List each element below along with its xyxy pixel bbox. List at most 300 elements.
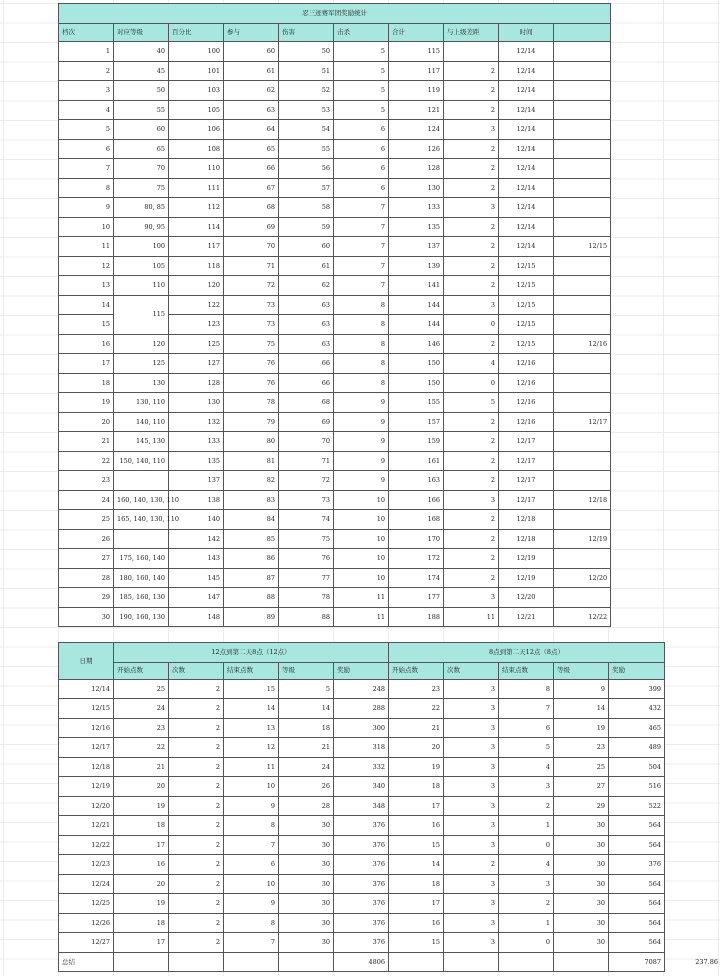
cell-diff: 2	[444, 159, 499, 179]
cell-b-lvl: 29	[554, 796, 609, 816]
cell-kill: 8	[334, 315, 389, 335]
cell-total: 133	[389, 198, 444, 218]
cell-damage: 69	[279, 412, 334, 432]
cell-b-reward: 516	[609, 777, 665, 797]
cell-a-reward: 376	[334, 835, 389, 855]
cell-a-end: 14	[224, 699, 279, 719]
cell-level: 40	[114, 42, 169, 62]
cell-extra-time: 12/17	[554, 412, 611, 432]
table-row	[59, 393, 611, 413]
cell-join: 64	[224, 120, 279, 140]
cell-a-lvl: 30	[279, 816, 334, 836]
header-level: 对应等级	[114, 24, 169, 42]
cell-diff: 2	[444, 256, 499, 276]
cell-kill: 6	[334, 120, 389, 140]
cell-kill: 9	[334, 471, 389, 491]
cell-diff: 4	[444, 354, 499, 374]
cell-total: 172	[389, 549, 444, 569]
cell-diff: 5	[444, 393, 499, 413]
cell-a-end: 6	[224, 855, 279, 875]
cell-extra-time	[554, 217, 611, 237]
cell-extra-time: 12/15	[554, 237, 611, 257]
total-empty-cell	[499, 952, 554, 972]
cell-tier: 1	[59, 42, 114, 62]
cell-join: 89	[224, 607, 279, 627]
cell-level: 145, 130	[114, 432, 169, 452]
cell-percent: 105	[169, 100, 224, 120]
cell-b-end: 4	[499, 855, 554, 875]
cell-damage: 63	[279, 295, 334, 315]
cell-damage: 88	[279, 607, 334, 627]
group2-header-count: 次数	[444, 662, 499, 679]
cell-total: 126	[389, 139, 444, 159]
cell-level: 75	[114, 178, 169, 198]
cell-total: 117	[389, 61, 444, 81]
cell-a-count: 2	[169, 679, 224, 699]
cell-a-start: 22	[114, 738, 169, 758]
cell-kill: 5	[334, 100, 389, 120]
header-tier: 档次	[59, 24, 114, 42]
table-row	[59, 777, 665, 797]
cell-percent: 108	[169, 139, 224, 159]
cell-damage: 56	[279, 159, 334, 179]
group2-header-start: 开始点数	[389, 662, 444, 679]
cell-a-count: 2	[169, 933, 224, 953]
cell-tier: 29	[59, 588, 114, 608]
cell-total: 166	[389, 490, 444, 510]
table-row	[59, 718, 665, 738]
cell-a-end: 9	[224, 894, 279, 914]
cell-kill: 9	[334, 451, 389, 471]
cell-b-count: 3	[444, 796, 499, 816]
cell-total: 159	[389, 432, 444, 452]
cell-a-reward: 340	[334, 777, 389, 797]
cell-b-count: 3	[444, 894, 499, 914]
cell-damage: 77	[279, 568, 334, 588]
cell-time: 12/14	[499, 159, 554, 179]
cell-b-reward: 564	[609, 913, 665, 933]
cell-damage: 51	[279, 61, 334, 81]
cell-total: 139	[389, 256, 444, 276]
cell-percent: 133	[169, 432, 224, 452]
cell-time: 12/18	[499, 529, 554, 549]
cell-total: 177	[389, 588, 444, 608]
cell-percent: 120	[169, 276, 224, 296]
cell-a-start: 24	[114, 699, 169, 719]
cell-percent: 123	[169, 315, 224, 335]
cell-total: 137	[389, 237, 444, 257]
cell-a-start: 19	[114, 796, 169, 816]
cell-percent: 135	[169, 451, 224, 471]
cell-extra-time	[554, 61, 611, 81]
cell-a-lvl: 18	[279, 718, 334, 738]
cell-b-lvl: 30	[554, 874, 609, 894]
cell-percent: 132	[169, 412, 224, 432]
cell-kill: 10	[334, 490, 389, 510]
cell-level	[114, 529, 169, 549]
cell-b-end: 3	[499, 777, 554, 797]
cell-a-end: 7	[224, 933, 279, 953]
cell-time: 12/14	[499, 237, 554, 257]
cell-total: 170	[389, 529, 444, 549]
cell-a-count: 2	[169, 874, 224, 894]
cell-b-lvl: 9	[554, 679, 609, 699]
cell-b-start: 15	[389, 835, 444, 855]
cell-a-count: 2	[169, 777, 224, 797]
table-row	[59, 757, 665, 777]
cell-tier: 27	[59, 549, 114, 569]
cell-level: 180, 160, 140	[114, 568, 169, 588]
cell-extra-time	[554, 120, 611, 140]
cell-damage: 55	[279, 139, 334, 159]
cell-diff: 2	[444, 237, 499, 257]
cell-a-reward: 332	[334, 757, 389, 777]
table-row	[59, 796, 665, 816]
cell-kill: 10	[334, 510, 389, 530]
cell-extra-time	[554, 100, 611, 120]
table-row	[59, 874, 665, 894]
cell-tier: 7	[59, 159, 114, 179]
cell-b-end: 8	[499, 679, 554, 699]
total-empty-cell	[169, 952, 224, 972]
cell-join: 85	[224, 529, 279, 549]
cell-level: 175, 160, 140	[114, 549, 169, 569]
cell-a-start: 19	[114, 894, 169, 914]
cell-damage: 61	[279, 256, 334, 276]
cell-b-end: 0	[499, 933, 554, 953]
cell-percent: 117	[169, 237, 224, 257]
cell-a-count: 2	[169, 718, 224, 738]
cell-join: 70	[224, 237, 279, 257]
table-row	[59, 334, 611, 354]
cell-b-end: 0	[499, 835, 554, 855]
cell-total: 174	[389, 568, 444, 588]
cell-a-start: 18	[114, 913, 169, 933]
cell-damage: 74	[279, 510, 334, 530]
cell-a-lvl: 30	[279, 933, 334, 953]
total-empty-cell	[389, 952, 444, 972]
cell-damage: 71	[279, 451, 334, 471]
header-damage: 伤害	[279, 24, 334, 42]
cell-b-count: 3	[444, 718, 499, 738]
cell-diff: 2	[444, 471, 499, 491]
cell-b-reward: 564	[609, 874, 665, 894]
cell-b-end: 4	[499, 757, 554, 777]
cell-a-reward: 376	[334, 855, 389, 875]
cell-a-lvl: 21	[279, 738, 334, 758]
table-row	[59, 894, 665, 914]
cell-time: 12/14	[499, 120, 554, 140]
cell-total: 150	[389, 354, 444, 374]
cell-extra-time	[554, 354, 611, 374]
cell-b-start: 17	[389, 796, 444, 816]
cell-b-start: 21	[389, 718, 444, 738]
cell-diff: 2	[444, 334, 499, 354]
cell-damage: 63	[279, 315, 334, 335]
cell-join: 66	[224, 159, 279, 179]
table-row	[59, 855, 665, 875]
cell-b-lvl: 30	[554, 855, 609, 875]
total-empty-cell	[224, 952, 279, 972]
cell-kill: 8	[334, 354, 389, 374]
cell-level: 70	[114, 159, 169, 179]
cell-b-start: 18	[389, 777, 444, 797]
cell-damage: 72	[279, 471, 334, 491]
cell-kill: 10	[334, 568, 389, 588]
cell-b-lvl: 25	[554, 757, 609, 777]
cell-tier: 17	[59, 354, 114, 374]
cell-kill: 10	[334, 529, 389, 549]
cell-b-start: 18	[389, 874, 444, 894]
cell-a-lvl: 26	[279, 777, 334, 797]
cell-level: 185, 160, 130	[114, 588, 169, 608]
cell-join: 75	[224, 334, 279, 354]
cell-diff: 2	[444, 217, 499, 237]
table-row	[59, 510, 611, 530]
cell-total: 115	[389, 42, 444, 62]
cell-percent: 128	[169, 373, 224, 393]
cell-b-start: 20	[389, 738, 444, 758]
cell-b-start: 15	[389, 933, 444, 953]
cell-b-start: 23	[389, 679, 444, 699]
cell-time: 12/19	[499, 549, 554, 569]
cell-percent: 110	[169, 159, 224, 179]
header-join: 参与	[224, 24, 279, 42]
header-percent: 百分比	[169, 24, 224, 42]
cell-percent: 148	[169, 607, 224, 627]
cell-a-count: 2	[169, 796, 224, 816]
cell-time: 12/16	[499, 373, 554, 393]
cell-diff: 2	[444, 276, 499, 296]
cell-tier: 21	[59, 432, 114, 452]
daily-reward-table	[58, 642, 665, 972]
cell-tier: 18	[59, 373, 114, 393]
cell-diff: 2	[444, 61, 499, 81]
cell-diff: 3	[444, 490, 499, 510]
table-row	[59, 607, 611, 627]
cell-a-end: 11	[224, 757, 279, 777]
cell-a-end: 8	[224, 816, 279, 836]
header-kill: 击杀	[334, 24, 389, 42]
cell-a-end: 12	[224, 738, 279, 758]
cell-join: 67	[224, 178, 279, 198]
cell-level: 140, 110	[114, 412, 169, 432]
cell-time: 12/15	[499, 334, 554, 354]
group1-title: 12点到第二天8点（12点）	[114, 643, 389, 663]
cell-total: 144	[389, 295, 444, 315]
group2-title: 8点到第二天12点（8点）	[389, 643, 665, 663]
cell-date: 12/25	[59, 894, 114, 914]
cell-level: 55	[114, 100, 169, 120]
cell-b-start: 14	[389, 855, 444, 875]
total-label: 总结	[59, 952, 114, 972]
cell-tier: 23	[59, 471, 114, 491]
total-empty-cell	[444, 952, 499, 972]
cell-b-count: 3	[444, 835, 499, 855]
table-row	[59, 256, 611, 276]
cell-extra-time	[554, 588, 611, 608]
cell-a-end: 10	[224, 874, 279, 894]
cell-tier: 10	[59, 217, 114, 237]
table-row	[59, 61, 611, 81]
cell-total: 157	[389, 412, 444, 432]
cell-total: 121	[389, 100, 444, 120]
cell-a-start: 20	[114, 874, 169, 894]
cell-a-lvl: 30	[279, 855, 334, 875]
cell-kill: 5	[334, 61, 389, 81]
group1-header-level: 等级	[279, 662, 334, 679]
cell-extra-time	[554, 42, 611, 62]
cell-damage: 59	[279, 217, 334, 237]
cell-a-count: 2	[169, 738, 224, 758]
cell-time: 12/16	[499, 393, 554, 413]
cell-damage: 73	[279, 490, 334, 510]
cell-date: 12/21	[59, 816, 114, 836]
cell-b-end: 5	[499, 738, 554, 758]
cell-b-count: 3	[444, 777, 499, 797]
cell-diff: 2	[444, 100, 499, 120]
cell-total: 144	[389, 315, 444, 335]
cell-join: 86	[224, 549, 279, 569]
cell-percent: 143	[169, 549, 224, 569]
cell-extra-time	[554, 373, 611, 393]
cell-kill: 7	[334, 217, 389, 237]
cell-time: 12/15	[499, 276, 554, 296]
cell-percent: 147	[169, 588, 224, 608]
cell-diff: 2	[444, 412, 499, 432]
cell-diff: 2	[444, 529, 499, 549]
cell-join: 82	[224, 471, 279, 491]
cell-extra-time	[554, 549, 611, 569]
cell-kill: 9	[334, 432, 389, 452]
cell-a-lvl: 30	[279, 913, 334, 933]
cell-a-reward: 348	[334, 796, 389, 816]
cell-b-reward: 564	[609, 894, 665, 914]
cell-a-reward: 318	[334, 738, 389, 758]
cell-extra-time	[554, 178, 611, 198]
cell-damage: 54	[279, 120, 334, 140]
cell-join: 62	[224, 81, 279, 101]
cell-b-lvl: 14	[554, 699, 609, 719]
cell-tier: 24	[59, 490, 114, 510]
cell-b-count: 3	[444, 757, 499, 777]
cell-total: 130	[389, 178, 444, 198]
cell-diff: 2	[444, 432, 499, 452]
cell-a-reward: 376	[334, 874, 389, 894]
cell-kill: 6	[334, 178, 389, 198]
cell-extra-time	[554, 451, 611, 471]
cell-level: 165, 140, 130, 110	[114, 510, 169, 530]
cell-damage: 78	[279, 588, 334, 608]
cell-b-count: 2	[444, 855, 499, 875]
cell-b-reward: 564	[609, 816, 665, 836]
cell-a-lvl: 30	[279, 874, 334, 894]
cell-extra-time	[554, 393, 611, 413]
cell-date: 12/24	[59, 874, 114, 894]
cell-time: 12/15	[499, 256, 554, 276]
cell-b-count: 3	[444, 913, 499, 933]
cell-diff: 0	[444, 315, 499, 335]
cell-damage: 76	[279, 549, 334, 569]
cell-tier: 25	[59, 510, 114, 530]
group2-header-end: 结束点数	[499, 662, 554, 679]
cell-b-end: 1	[499, 816, 554, 836]
cell-date: 12/20	[59, 796, 114, 816]
cell-extra-time: 12/18	[554, 490, 611, 510]
cell-total: 188	[389, 607, 444, 627]
cell-percent: 145	[169, 568, 224, 588]
cell-percent: 114	[169, 217, 224, 237]
cell-a-count: 2	[169, 757, 224, 777]
table-row	[59, 451, 611, 471]
table-row	[59, 412, 611, 432]
cell-b-lvl: 19	[554, 718, 609, 738]
cell-percent: 101	[169, 61, 224, 81]
cell-b-lvl: 30	[554, 933, 609, 953]
total-group1: 4806	[334, 952, 389, 972]
cell-a-start: 25	[114, 679, 169, 699]
cell-diff: 3	[444, 295, 499, 315]
cell-level: 130, 110	[114, 393, 169, 413]
cell-level: 130	[114, 373, 169, 393]
cell-extra-time	[554, 295, 611, 315]
cell-extra-time	[554, 81, 611, 101]
cell-a-count: 2	[169, 816, 224, 836]
cell-tier: 11	[59, 237, 114, 257]
cell-damage: 62	[279, 276, 334, 296]
cell-damage: 70	[279, 432, 334, 452]
header-blank	[554, 24, 611, 42]
cell-kill: 9	[334, 393, 389, 413]
cell-a-reward: 248	[334, 679, 389, 699]
cell-tier: 5	[59, 120, 114, 140]
cell-date: 12/16	[59, 718, 114, 738]
cell-kill: 11	[334, 607, 389, 627]
cell-level: 160, 140, 130, 110	[114, 490, 169, 510]
cell-time: 12/17	[499, 471, 554, 491]
cell-a-reward: 376	[334, 894, 389, 914]
table-row	[59, 432, 611, 452]
cell-join: 69	[224, 217, 279, 237]
cell-a-count: 2	[169, 913, 224, 933]
cell-b-count: 3	[444, 816, 499, 836]
cell-total: 135	[389, 217, 444, 237]
group2-header-reward: 奖励	[609, 662, 665, 679]
cell-total: 155	[389, 393, 444, 413]
cell-extra-time	[554, 432, 611, 452]
cell-level: 120	[114, 334, 169, 354]
total-empty-cell	[279, 952, 334, 972]
cell-percent: 138	[169, 490, 224, 510]
cell-extra-time: 12/22	[554, 607, 611, 627]
cell-join: 76	[224, 354, 279, 374]
cell-b-count: 3	[444, 933, 499, 953]
cell-kill: 5	[334, 42, 389, 62]
cell-date: 12/14	[59, 679, 114, 699]
cell-b-reward: 489	[609, 738, 665, 758]
cell-diff: 11	[444, 607, 499, 627]
cell-diff: 2	[444, 568, 499, 588]
cell-b-lvl: 30	[554, 894, 609, 914]
cell-tier: 4	[59, 100, 114, 120]
cell-join: 73	[224, 315, 279, 335]
table-row	[59, 568, 611, 588]
tier-reward-table	[58, 3, 611, 627]
table-row	[59, 490, 611, 510]
cell-damage: 63	[279, 334, 334, 354]
cell-time: 12/17	[499, 432, 554, 452]
cell-total: 146	[389, 334, 444, 354]
